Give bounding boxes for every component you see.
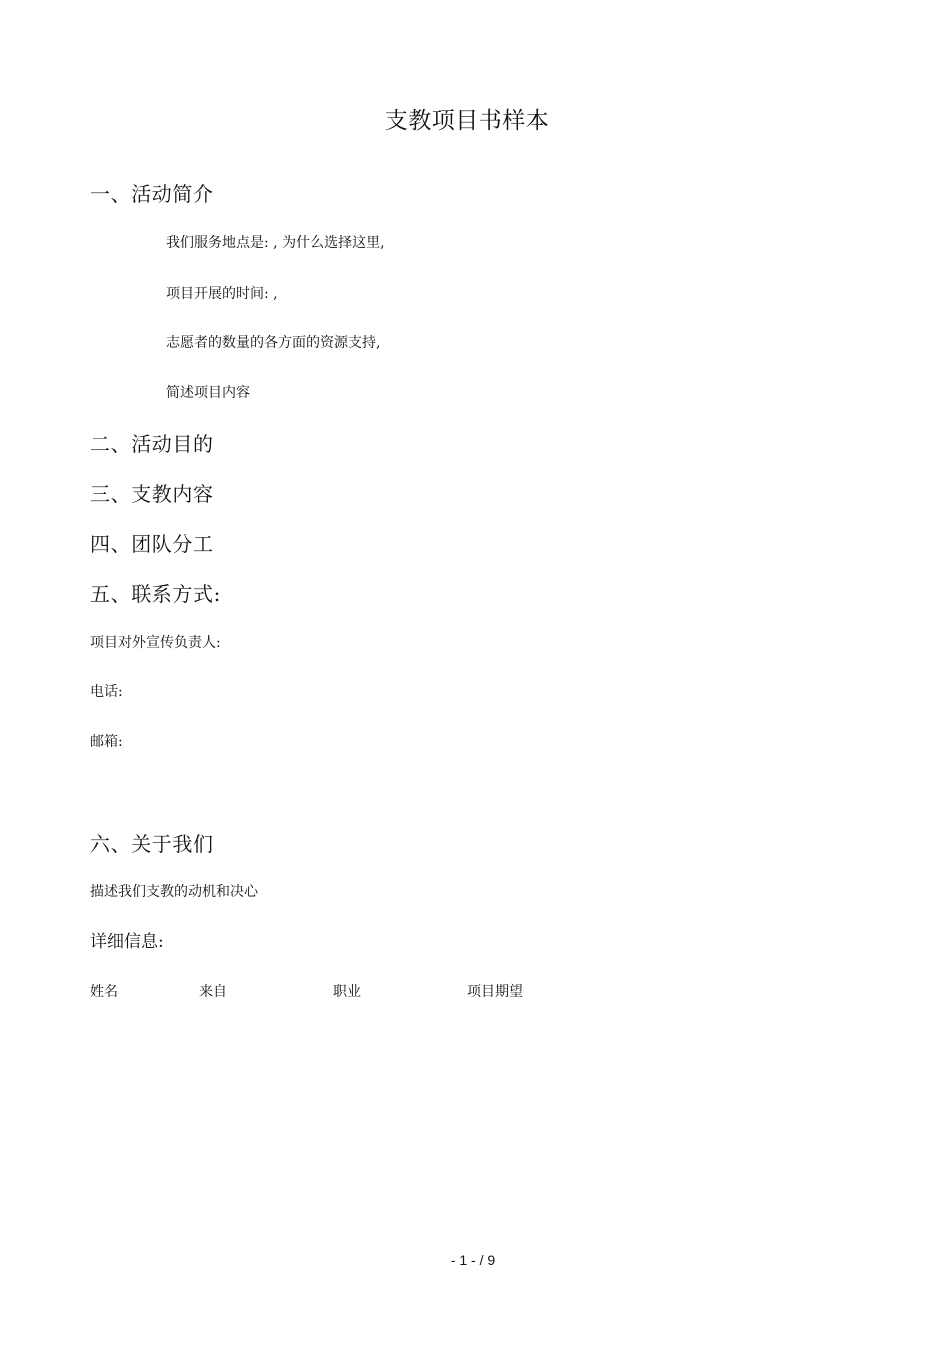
section-heading-contact: 五、联系方式: [90,582,221,606]
section-heading-about: 六、关于我们 [90,832,214,856]
contact-line-phone: 电话: [90,684,123,700]
section-heading-teaching: 三、支教内容 [90,482,214,506]
section-heading-team: 四、团队分工 [90,532,214,556]
details-heading: 详细信息: [90,932,164,952]
contact-line-email: 邮箱: [90,734,123,750]
details-column-from: 来自 [199,984,227,1000]
contact-line-person: 项目对外宣传负责人: [90,635,221,651]
page-number: - 1 - / 9 [450,1252,496,1268]
details-column-expectation: 项目期望 [467,984,523,1000]
section-heading-goals: 二、活动目的 [90,432,214,456]
about-line-motivation: 描述我们支教的动机和决心 [90,884,258,900]
intro-line-location: 我们服务地点是: , 为什么选择这里, [166,235,385,251]
section-heading-intro: 一、活动简介 [90,182,214,206]
intro-line-time: 项目开展的时间: , [166,286,278,302]
details-column-name: 姓名 [90,984,118,1000]
details-column-occupation: 职业 [333,984,361,1000]
document-title: 支教项目书样本 [384,108,550,134]
intro-line-volunteers: 志愿者的数量的各方面的资源支持, [166,335,381,351]
intro-line-content: 简述项目内容 [166,385,250,401]
